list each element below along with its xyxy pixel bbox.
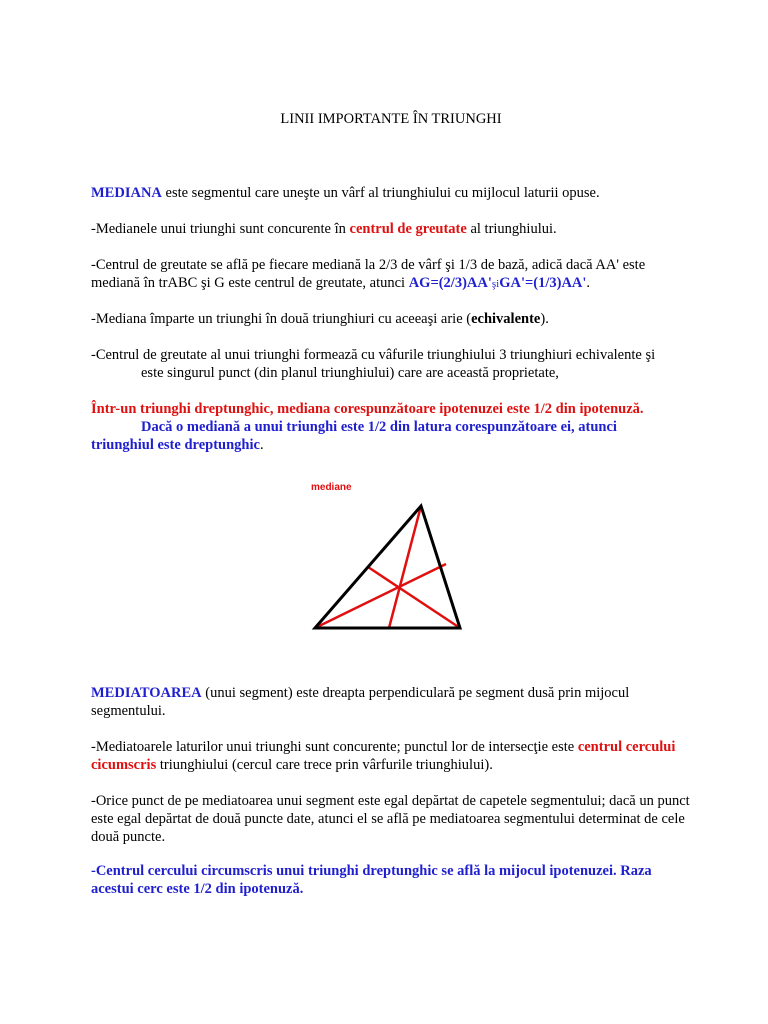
mediana-equivalent-triangles xyxy=(91,346,691,382)
text: -Medianele unui triunghi sunt concurente în xyxy=(91,221,350,237)
text: triunghiului (cercul care trece prin vârfurile triunghiului). xyxy=(156,757,493,773)
text: . xyxy=(586,275,591,291)
mediane-label: mediane xyxy=(311,482,352,493)
mediatoarea-equidistant: -Orice punct de pe mediatoarea unui segment este egal depărtat de capetele segmentului; dacă un punct este egal depărtat de două puncte date, atunci el se află pe mediatoarea segmentului determinat de cele două puncte. xyxy=(91,793,690,845)
formula-si: şi xyxy=(491,278,500,290)
text: al triunghiului. xyxy=(466,221,557,237)
text: -Centrul de greutate se află pe fiecare mediană la 2/3 de vârf şi 1/3 de bază, adică dacă AA' este mediană în trABC şi G este centrul de greutate, atunci xyxy=(91,257,646,291)
mediatoarea-right-triangle: -Centrul cercului circumscris unui triunghi dreptunghic se află la mijocul ipotenuzei. Raza acestui cerc este 1/2 din ipotenuză. xyxy=(91,863,652,897)
echivalente-bold: echivalente xyxy=(471,311,541,327)
mediana-term: MEDIANA xyxy=(91,185,162,201)
text: . xyxy=(259,437,264,453)
text: -Centrul de greutate al unui triunghi formează cu vâfurile triunghiului 3 triunghiuri echivalente şi xyxy=(91,347,656,363)
text: (unui segment) este dreapta perpendiculară pe segment dusă prin mijocul segmentului. xyxy=(91,685,630,719)
mediana-concurrent xyxy=(91,220,691,238)
text: -Mediana împarte un triunghi în două triunghiuri cu aceeaşi arie ( xyxy=(91,311,472,327)
mediatoarea-concurrent xyxy=(91,738,691,774)
mediana-definition-text: este segmentul care uneşte un vârf al triunghiului cu mijlocul laturii opuse. xyxy=(161,185,600,201)
mediatoarea-term: MEDIATOAREA xyxy=(91,685,202,701)
formula-ga: GA'=(1/3)AA' xyxy=(499,275,587,291)
text: ). xyxy=(540,311,549,327)
median-a xyxy=(315,564,446,628)
mediana-right-triangle xyxy=(91,400,691,454)
median-c xyxy=(368,567,460,628)
mediana-centroid-ratio xyxy=(91,256,691,293)
mediana-area xyxy=(91,310,691,328)
text: este singurul punct (din planul triunghiului) care are această proprietate, xyxy=(141,365,559,381)
right-triangle-statement: Într-un triunghi dreptunghic, mediana corespunzătoare ipotenuzei este 1/2 din ipotenuză. xyxy=(91,401,644,417)
triangle-medians-diagram xyxy=(311,478,481,638)
centrul-cercului-highlight: centrul cercului cicumscris xyxy=(91,739,676,773)
medians-figure xyxy=(311,478,481,643)
text: -Mediatoarele laturilor unui triunghi sunt concurente; punctul lor de intersecţie este xyxy=(91,739,578,755)
formula-ag: AG=(2/3)AA' xyxy=(408,275,492,291)
right-triangle-converse-1: Dacă o mediană a unui triunghi este 1/2 din latura corespunzătoare ei, atunci xyxy=(141,419,617,435)
mediana-definition xyxy=(91,184,691,202)
mediatoarea-definition xyxy=(91,684,691,720)
right-triangle-converse-2: triunghiul este dreptunghic xyxy=(91,437,260,453)
centrul-de-greutate-highlight: centrul de greutate xyxy=(349,221,467,237)
page-title: LINII IMPORTANTE ÎN TRIUNGHI xyxy=(280,111,502,127)
